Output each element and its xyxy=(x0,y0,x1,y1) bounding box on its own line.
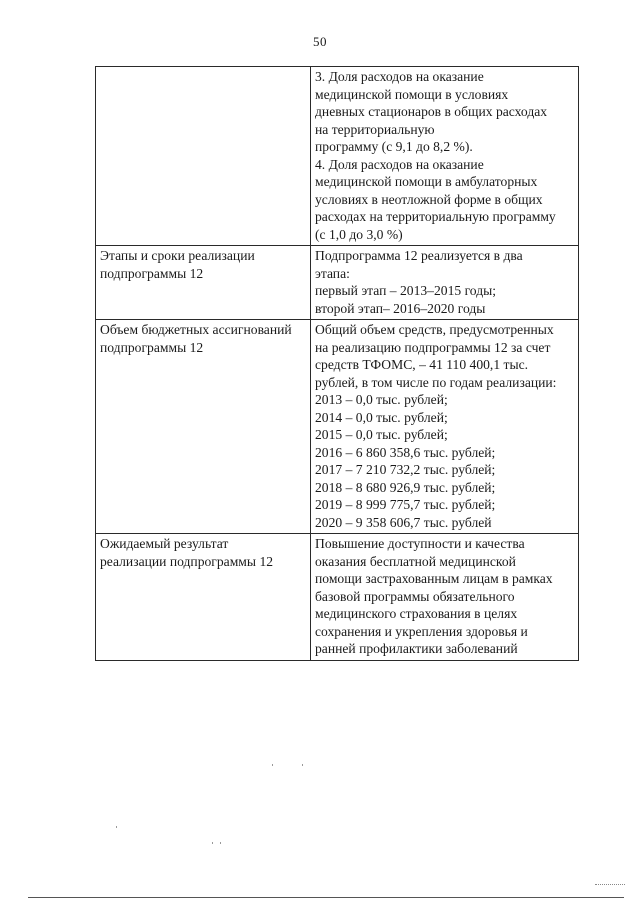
text-line: расходах на территориальную программу xyxy=(315,209,556,224)
text-line: условиях в неотложной форме в общих xyxy=(315,191,543,207)
row-label-cell xyxy=(96,67,311,246)
text-line: 4. Доля расходов на оказание xyxy=(315,156,484,172)
row-label-cell xyxy=(96,246,311,320)
table-row xyxy=(96,67,579,246)
text-line: реализации подпрограммы 12 xyxy=(100,553,274,569)
row-label-cell xyxy=(96,320,311,534)
text-line: рублей, в том числе по годам реализации: xyxy=(315,374,557,390)
text-line: на реализацию подпрограммы 12 за счет xyxy=(315,339,551,355)
scan-speck xyxy=(116,826,117,828)
text-line: Объем бюджетных ассигнований xyxy=(100,322,292,337)
text-line: 2018 – 8 680 926,9 тыс. рублей; xyxy=(315,479,496,495)
text-line: 2013 – 0,0 тыс. рублей; xyxy=(315,392,448,407)
text-line: Подпрограмма 12 реализуется в два xyxy=(315,248,523,263)
text-line: (с 1,0 до 3,0 %) xyxy=(315,226,403,242)
table-row xyxy=(96,320,579,534)
text-line: 2016 – 6 860 358,6 тыс. рублей; xyxy=(315,444,496,460)
scan-edge-line xyxy=(595,884,625,885)
row-value-cell xyxy=(311,534,579,661)
row-value-cell xyxy=(311,320,579,534)
text-line: 2014 – 0,0 тыс. рублей; xyxy=(315,409,448,425)
text-line: 2019 – 8 999 775,7 тыс. рублей; xyxy=(315,497,496,512)
row-value-cell xyxy=(311,67,579,246)
text-line: медицинской помощи в амбулаторных xyxy=(315,174,538,189)
subprogram-passport-table xyxy=(95,66,579,661)
text-line: дневных стационаров в общих расходах xyxy=(315,104,548,119)
text-line: медицинской помощи в условиях xyxy=(315,86,509,102)
text-line: Этапы и сроки реализации xyxy=(100,248,255,263)
text-line: сохранения и укрепления здоровья и xyxy=(315,623,528,639)
text-line: Общий объем средств, предусмотренных xyxy=(315,322,554,337)
scan-speck xyxy=(220,842,221,844)
text-line: Повышение доступности и качества xyxy=(315,536,525,551)
text-line: этапа: xyxy=(315,265,350,281)
row-value-cell xyxy=(311,246,579,320)
text-line: оказания бесплатной медицинской xyxy=(315,553,516,569)
text-line: ранней профилактики заболеваний xyxy=(315,641,518,656)
table-row xyxy=(96,246,579,320)
text-line: 3. Доля расходов на оказание xyxy=(315,69,484,84)
table-row xyxy=(96,534,579,661)
text-line: второй этап– 2016–2020 годы xyxy=(315,300,486,316)
text-line: 2015 – 0,0 тыс. рублей; xyxy=(315,427,448,442)
page-number: 50 xyxy=(313,34,327,49)
text-line: на территориальную xyxy=(315,121,435,137)
text-line: медицинского страхования в целях xyxy=(315,606,518,621)
scan-speck xyxy=(272,764,273,766)
text-line: помощи застрахованным лицам в рамках xyxy=(315,571,553,586)
text-line: средств ТФОМС, – 41 110 400,1 тыс. xyxy=(315,357,529,372)
text-line: подпрограммы 12 xyxy=(100,339,204,355)
row-label-cell xyxy=(96,534,311,661)
scan-speck xyxy=(212,842,213,844)
text-line: 2017 – 7 210 732,2 тыс. рублей; xyxy=(315,462,496,477)
text-line: первый этап – 2013–2015 годы; xyxy=(315,283,497,298)
scan-speck xyxy=(302,764,303,766)
text-line: 2020 – 9 358 606,7 тыс. рублей xyxy=(315,514,492,530)
text-line: базовой программы обязательного xyxy=(315,588,515,604)
text-line: программу (с 9,1 до 8,2 %). xyxy=(315,139,473,154)
text-line: подпрограммы 12 xyxy=(100,265,204,281)
text-line: Ожидаемый результат xyxy=(100,536,229,551)
scan-edge-line xyxy=(28,897,624,898)
